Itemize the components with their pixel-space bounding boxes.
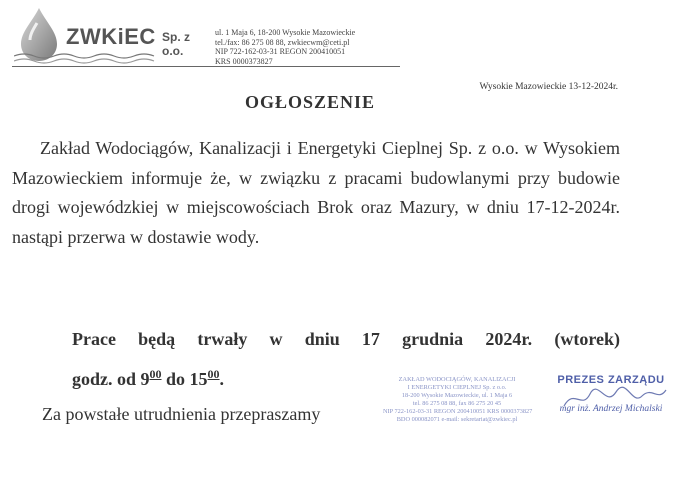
header-divider [12, 66, 400, 67]
company-stamp [383, 376, 531, 423]
work-hours-notice [72, 367, 620, 390]
hours-prefix: godz. od 9 [72, 369, 150, 389]
contact-line: tel./fax: 86 275 08 88, zwkiecwm@ceti.pl [215, 37, 350, 47]
stamp-line: tel. 86 275 08 88, fax 86 275 20 45 [412, 399, 502, 407]
company-logo [12, 6, 212, 68]
stamp-line: BDO 000082071 e-mail: sekretariat@zwkiec.pl [396, 415, 518, 423]
stamp-line: ZAKŁAD WODOCIĄGÓW, KANALIZACJI [398, 376, 516, 383]
document-title: OGŁOSZENIE [244, 92, 376, 112]
contact-line: KRS 0000373827 [215, 56, 273, 66]
announcement-body [12, 134, 620, 252]
contact-line: ul. 1 Maja 6, 18-200 Wysokie Mazowieckie [215, 28, 356, 37]
company-suffix: Sp. z o.o. [162, 30, 191, 58]
end-minutes: 00 [207, 367, 220, 381]
work-date-notice: Prace będą trwały w dniu 17 grudnia 2024r. (wtorek) [72, 329, 620, 349]
start-minutes: 00 [149, 367, 162, 381]
body-paragraph: Zakład Wodociągów, Kanalizacji i Energetyki Cieplnej Sp. z o.o. w Wysokiem Mazowieckiem informuje że, w związku z pracami budowlanymi przy budowie drogi wojewódzkiej w miejscowościach Brok oraz Mazury, w dniu 17-12-2024r. nastąpi przerwa w dostawie wody. [12, 138, 620, 247]
stamp-line: NIP 722-162-03-31 REGON 200410051 KRS 0000373827 [383, 407, 533, 415]
handwritten-signature [560, 384, 670, 414]
stamp-line: I ENERGETYKI CIEPLNEJ Sp. z o.o. [407, 383, 507, 391]
contact-block [215, 28, 355, 66]
hours-end: . [219, 369, 225, 389]
stamp-line: 18-200 Wysokie Mazowieckie, ul. 1 Maja 6 [401, 391, 513, 399]
contact-line: NIP 722-162-03-31 REGON 200410051 [215, 47, 346, 57]
signature-name: mgr inż. Andrzej Michalski [559, 404, 663, 414]
closing-apology: Za powstałe utrudnienia przepraszamy [42, 404, 321, 424]
document-date: Wysokie Mazowieckie 13-12-2024r. [479, 82, 618, 92]
wave-lines-icon [14, 52, 204, 66]
signature-title: PREZES ZARZĄDU [557, 374, 665, 386]
company-name: ZWKiEC [66, 24, 156, 49]
hours-mid: do 15 [161, 369, 208, 389]
